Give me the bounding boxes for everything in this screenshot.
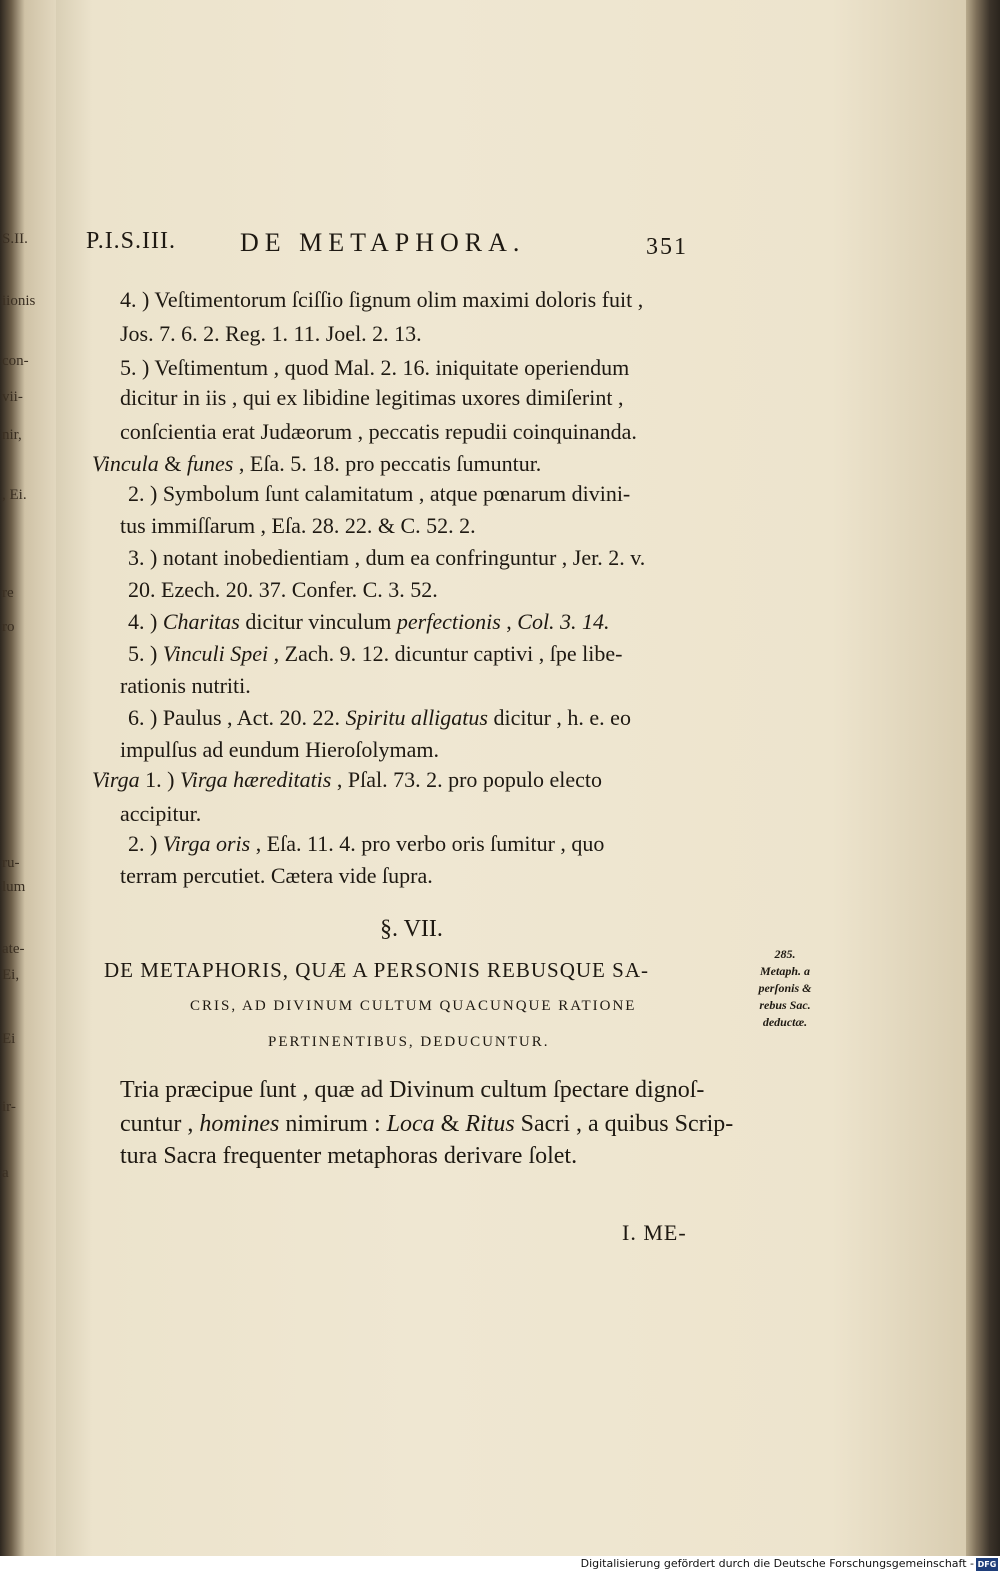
- page-binding-shadow: [966, 0, 1000, 1574]
- section-heading-line-3: PERTINENTIBUS, DEDUCUNTUR.: [268, 1034, 550, 1050]
- margin-note: [748, 946, 822, 1031]
- paragraph-line: [120, 1142, 577, 1170]
- text-run: &: [434, 1111, 466, 1137]
- text-run: , Pſal. 73. 2. pro populo electo: [331, 767, 603, 792]
- text-line: [120, 862, 433, 890]
- text-run: 1. ): [139, 767, 180, 792]
- text-run: cuntur ,: [120, 1111, 200, 1137]
- previous-page-fragment: con-: [2, 353, 29, 369]
- text-run: Col. 3. 14.: [517, 609, 610, 634]
- previous-page-fragment: iionis: [2, 293, 36, 309]
- text-run: Charitas: [162, 609, 240, 634]
- text-line: [120, 320, 422, 348]
- previous-page-fragment: re: [2, 585, 14, 601]
- previous-page-fragment: a: [2, 1165, 9, 1181]
- text-line: [120, 384, 624, 412]
- text-run: nimirum :: [279, 1111, 387, 1137]
- text-run: , Zach. 9. 12. dicuntur captivi , ſpe libe-: [268, 641, 623, 666]
- text-run: Jos. 7. 6. 2. Reg. 1. 11. Joel. 2. 13.: [120, 321, 422, 346]
- text-line: [120, 512, 476, 540]
- text-run: 4. ): [128, 609, 163, 634]
- text-run: 4. ) Veſtimentorum ſciſſio ſignum olim maximi doloris fuit ,: [120, 287, 644, 312]
- text-run: 2. ): [128, 831, 163, 856]
- text-line: [128, 480, 630, 508]
- text-run: perfectionis: [396, 609, 501, 634]
- text-run: , Eſa. 11. 4. pro verbo oris ſumitur , quo: [250, 831, 605, 856]
- page-number: 351: [646, 234, 688, 260]
- footer-credit: Digitalisierung gefördert durch die Deutsche Forschungsgemeinschaft -: [580, 1557, 974, 1570]
- text-run: conſcientia erat Judæorum , peccatis repudii coinquinanda.: [120, 419, 637, 444]
- text-run: Sacri , a quibus Scrip-: [514, 1111, 734, 1137]
- text-run: 5. ): [128, 641, 163, 666]
- previous-page-fragment: , Ei.: [2, 487, 27, 503]
- previous-page-fragment: vii-: [2, 389, 23, 405]
- text-run: , Eſa. 5. 18. pro peccatis ſumuntur.: [233, 451, 542, 476]
- text-run: Virga hæreditatis: [180, 767, 332, 792]
- text-run: ,: [500, 609, 518, 634]
- text-run: Ritus: [465, 1111, 515, 1137]
- margin-note-line: rebus Sac.: [759, 998, 811, 1012]
- text-line: [128, 640, 622, 668]
- header-part: P.I.S.III.: [86, 228, 177, 254]
- margin-note-line: Metaph. a: [759, 964, 810, 978]
- text-line: [120, 418, 637, 446]
- previous-page-fragment: Ei,: [2, 967, 20, 983]
- previous-page-fragment: Ei: [2, 1031, 16, 1047]
- previous-page-fragment: ir-: [2, 1099, 16, 1115]
- text-run: Spiritu alligatus: [345, 705, 488, 730]
- text-line: [120, 736, 439, 764]
- text-run: impulſus ad eundum Hieroſolymam.: [120, 737, 439, 762]
- text-line: [128, 576, 438, 604]
- text-run: &: [158, 451, 187, 476]
- text-run: Virga oris: [162, 831, 251, 856]
- text-line: [128, 608, 610, 636]
- text-run: dicitur vinculum: [239, 609, 397, 634]
- text-run: 2. ) Symbolum ſunt calamitatum , atque pœnarum divini-: [128, 481, 631, 506]
- margin-note-line: deductæ.: [762, 1015, 808, 1029]
- text-run: rationis nutriti.: [120, 673, 251, 698]
- header-title: DE METAPHORA.: [240, 228, 526, 257]
- text-line: [120, 286, 643, 314]
- text-run: 5. ) Veſtimentum , quod Mal. 2. 16. iniquitate operiendum: [120, 355, 630, 380]
- previous-page-fragment: S.II.: [2, 231, 28, 247]
- text-line: [92, 450, 541, 478]
- text-run: Loca: [386, 1111, 435, 1137]
- section-heading-line-1: DE METAPHORIS, QUÆ A PERSONIS REBUSQUE SA-: [104, 958, 649, 982]
- dfg-logo: DFG: [977, 1560, 997, 1569]
- previous-page-fragment: nir,: [2, 427, 22, 443]
- margin-note-line: 285.: [774, 947, 796, 961]
- text-run: tura Sacra frequenter metaphoras derivare ſolet.: [120, 1143, 578, 1169]
- footer-bar: [0, 1556, 1000, 1574]
- section-number: §. VII.: [380, 916, 443, 942]
- previous-page-fragment: lum: [2, 879, 26, 895]
- text-run: terram percutiet. Cætera vide ſupra.: [120, 863, 433, 888]
- paragraph-line: [120, 1076, 704, 1104]
- text-run: Vincula: [92, 451, 159, 476]
- text-run: funes: [186, 451, 234, 476]
- text-line: [120, 672, 251, 700]
- text-line: [120, 800, 201, 828]
- margin-note-line: perſonis &: [758, 981, 812, 995]
- text-line: [128, 704, 631, 732]
- text-run: 6. ) Paulus , Act. 20. 22.: [128, 705, 346, 730]
- text-line: [120, 354, 629, 382]
- section-heading-line-2: CRIS, AD DIVINUM CULTUM QUACUNQUE RATIONE: [190, 998, 637, 1014]
- text-run: Virga: [92, 767, 140, 792]
- text-line: [92, 766, 602, 794]
- text-run: dicitur , h. e. eo: [487, 705, 631, 730]
- text-run: accipitur.: [120, 801, 202, 826]
- text-line: [128, 544, 645, 572]
- previous-page-fragment: ru-: [2, 855, 20, 871]
- text-run: 3. ) notant inobedientiam , dum ea confringuntur , Jer. 2. v.: [128, 545, 646, 570]
- catchword: I. ME-: [622, 1220, 687, 1245]
- previous-page-fragment: ro: [2, 619, 15, 635]
- text-run: Tria præcipue ſunt , quæ ad Divinum cultum ſpectare dignoſ-: [120, 1077, 705, 1103]
- text-run: Vinculi Spei: [162, 641, 269, 666]
- text-line: [128, 830, 604, 858]
- text-run: 20. Ezech. 20. 37. Confer. C. 3. 52.: [128, 577, 438, 602]
- previous-page-fragment: ate-: [2, 941, 25, 957]
- paragraph-line: [120, 1110, 733, 1138]
- running-header: [86, 228, 746, 268]
- text-run: dicitur in iis , qui ex libidine legitimas uxores dimiſerint ,: [120, 385, 624, 410]
- text-run: tus immiſſarum , Eſa. 28. 22. & C. 52. 2.: [120, 513, 476, 538]
- text-run: homines: [199, 1111, 280, 1137]
